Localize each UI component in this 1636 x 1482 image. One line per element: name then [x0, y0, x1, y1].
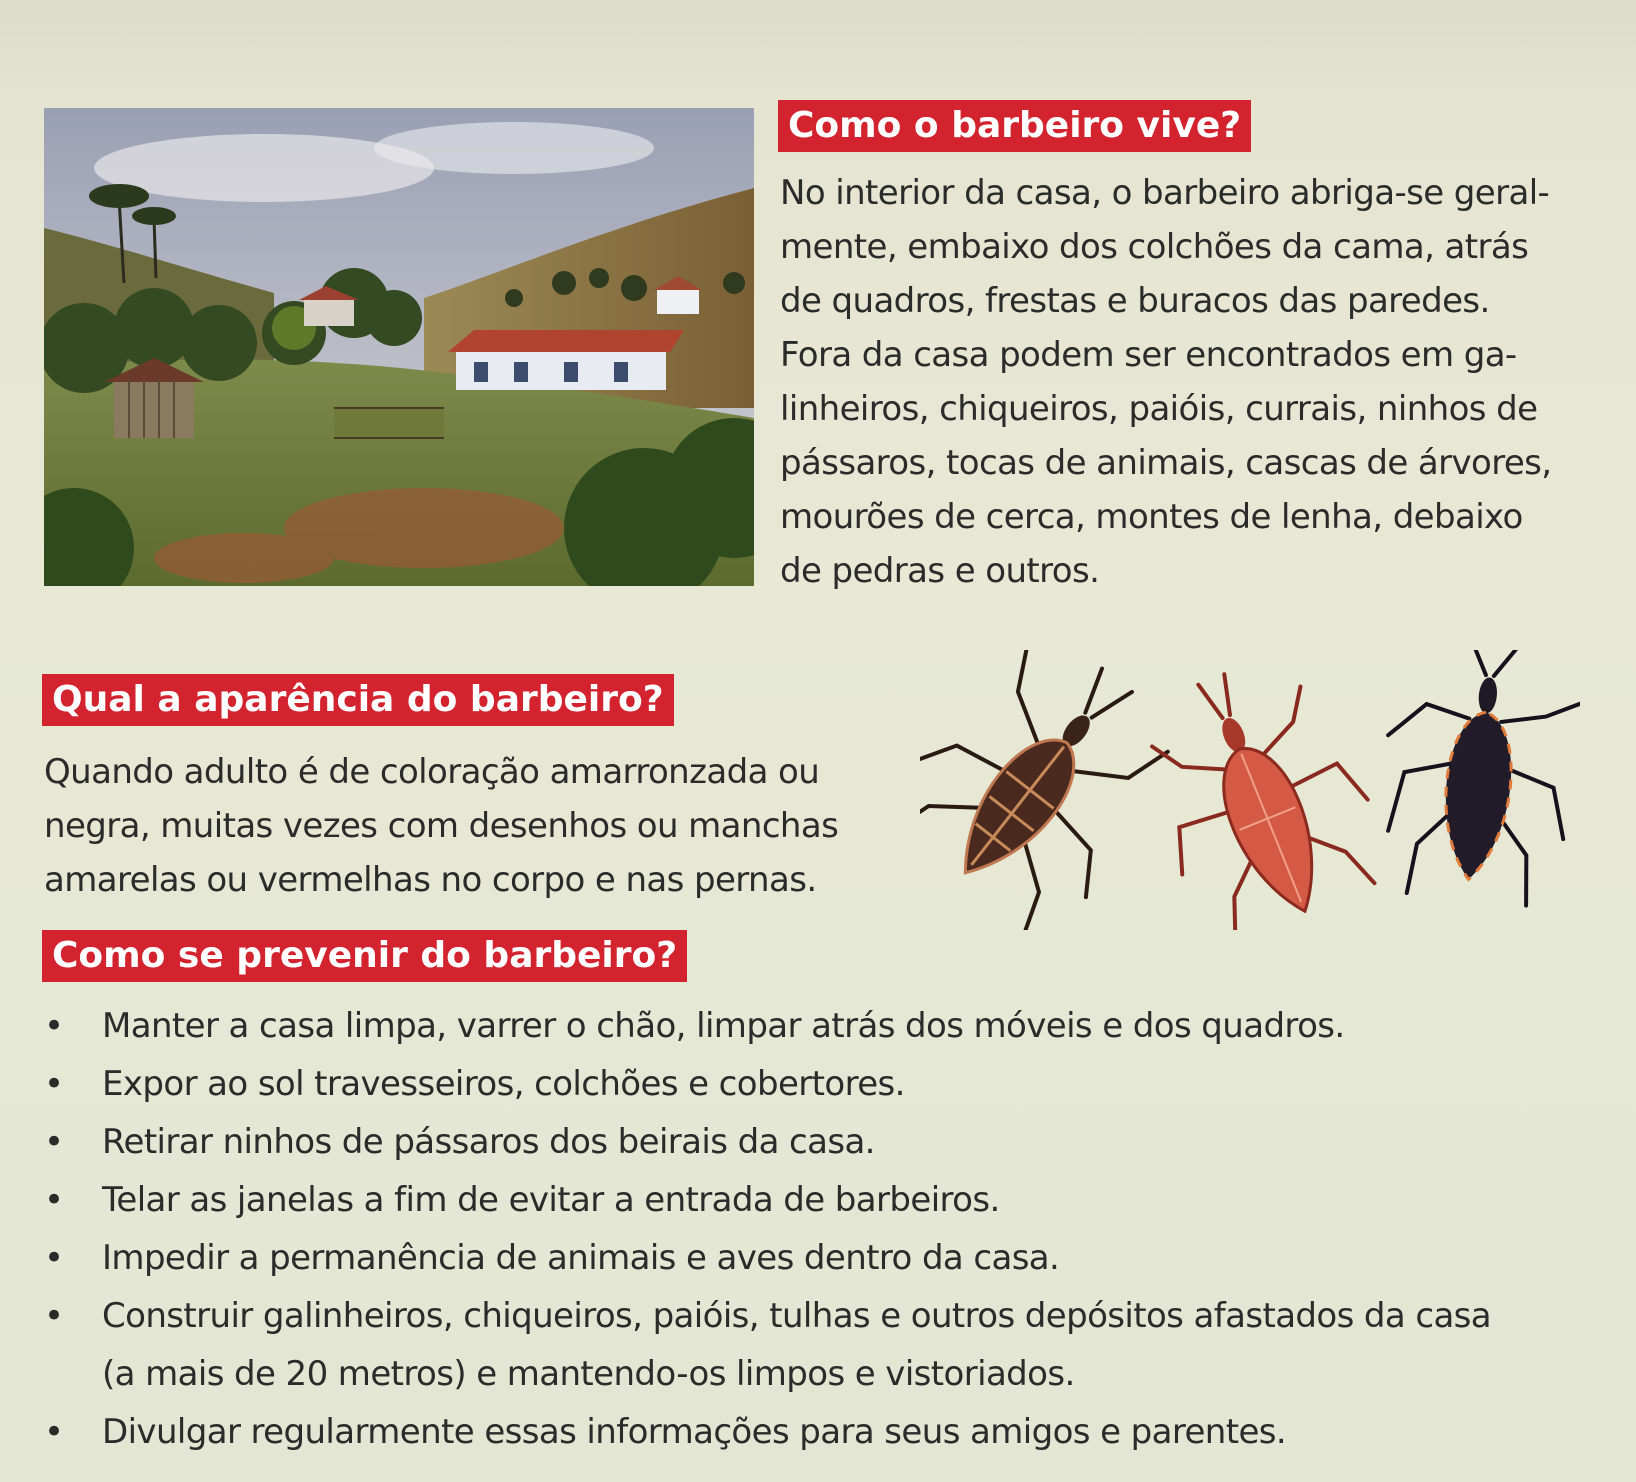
text-line: negra, muitas vezes com desenhos ou manchas — [44, 806, 839, 846]
section-title-aparencia: Qual a aparência do barbeiro? — [42, 674, 674, 726]
section-title-prevenir: Como se prevenir do barbeiro? — [42, 930, 687, 982]
bullet: • — [44, 1006, 64, 1046]
bullet: • — [44, 1180, 64, 1220]
barbeiro-insects-illustration — [920, 650, 1580, 930]
list-item — [44, 1171, 1604, 1229]
text-line: de pedras e outros. — [780, 551, 1100, 591]
list-item — [44, 1287, 1604, 1403]
text-line: de quadros, frestas e buracos das paredes. — [780, 281, 1490, 321]
bullet: • — [44, 1064, 64, 1104]
section-title-como-vive: Como o barbeiro vive? — [778, 100, 1251, 152]
tip-text: Retirar ninhos de pássaros dos beirais da casa. — [102, 1122, 875, 1162]
list-item — [44, 1113, 1604, 1171]
text-line: No interior da casa, o barbeiro abriga-se geral- — [780, 173, 1550, 213]
bullet: • — [44, 1238, 64, 1278]
red-barbeiro-icon — [1119, 650, 1398, 930]
text-line: mente, embaixo dos colchões da cama, atrás — [780, 227, 1529, 267]
tip-text: Manter a casa limpa, varrer o chão, limpar atrás dos móveis e dos quadros. — [102, 1006, 1345, 1046]
tip-text: Impedir a permanência de animais e aves dentro da casa. — [102, 1238, 1060, 1278]
tip-text-continuation: (a mais de 20 metros) e mantendo-os limpos e vistoriados. — [102, 1354, 1075, 1394]
section-body-como-vive — [780, 166, 1600, 598]
prevention-tips-list — [44, 997, 1604, 1461]
text-line: linheiros, chiqueiros, paióis, currais, ninhos de — [780, 389, 1538, 429]
text-line: amarelas ou vermelhas no corpo e nas pernas. — [44, 860, 817, 900]
bullet: • — [44, 1122, 64, 1162]
rural-landscape-photo — [44, 108, 754, 586]
list-item — [44, 997, 1604, 1055]
page-top-shade — [0, 0, 1636, 95]
bullet: • — [44, 1296, 64, 1336]
list-item — [44, 1229, 1604, 1287]
text-line: Quando adulto é de coloração amarronzada ou — [44, 752, 820, 792]
brown-barbeiro-icon — [920, 650, 1203, 930]
text-line: mourões de cerca, montes de lenha, debaixo — [780, 497, 1523, 537]
black-barbeiro-icon — [1372, 650, 1580, 910]
section-body-aparencia — [44, 745, 924, 907]
tip-text: Telar as janelas a fim de evitar a entrada de barbeiros. — [102, 1180, 1000, 1220]
tip-text: Expor ao sol travesseiros, colchões e cobertores. — [102, 1064, 905, 1104]
list-item — [44, 1055, 1604, 1113]
list-item — [44, 1403, 1604, 1461]
tip-text: Construir galinheiros, chiqueiros, paióis, tulhas e outros depósitos afastados da casa — [102, 1296, 1492, 1336]
bullet: • — [44, 1412, 64, 1452]
text-line: Fora da casa podem ser encontrados em ga- — [780, 335, 1517, 375]
tip-text: Divulgar regularmente essas informações para seus amigos e parentes. — [102, 1412, 1287, 1452]
text-line: pássaros, tocas de animais, cascas de árvores, — [780, 443, 1552, 483]
